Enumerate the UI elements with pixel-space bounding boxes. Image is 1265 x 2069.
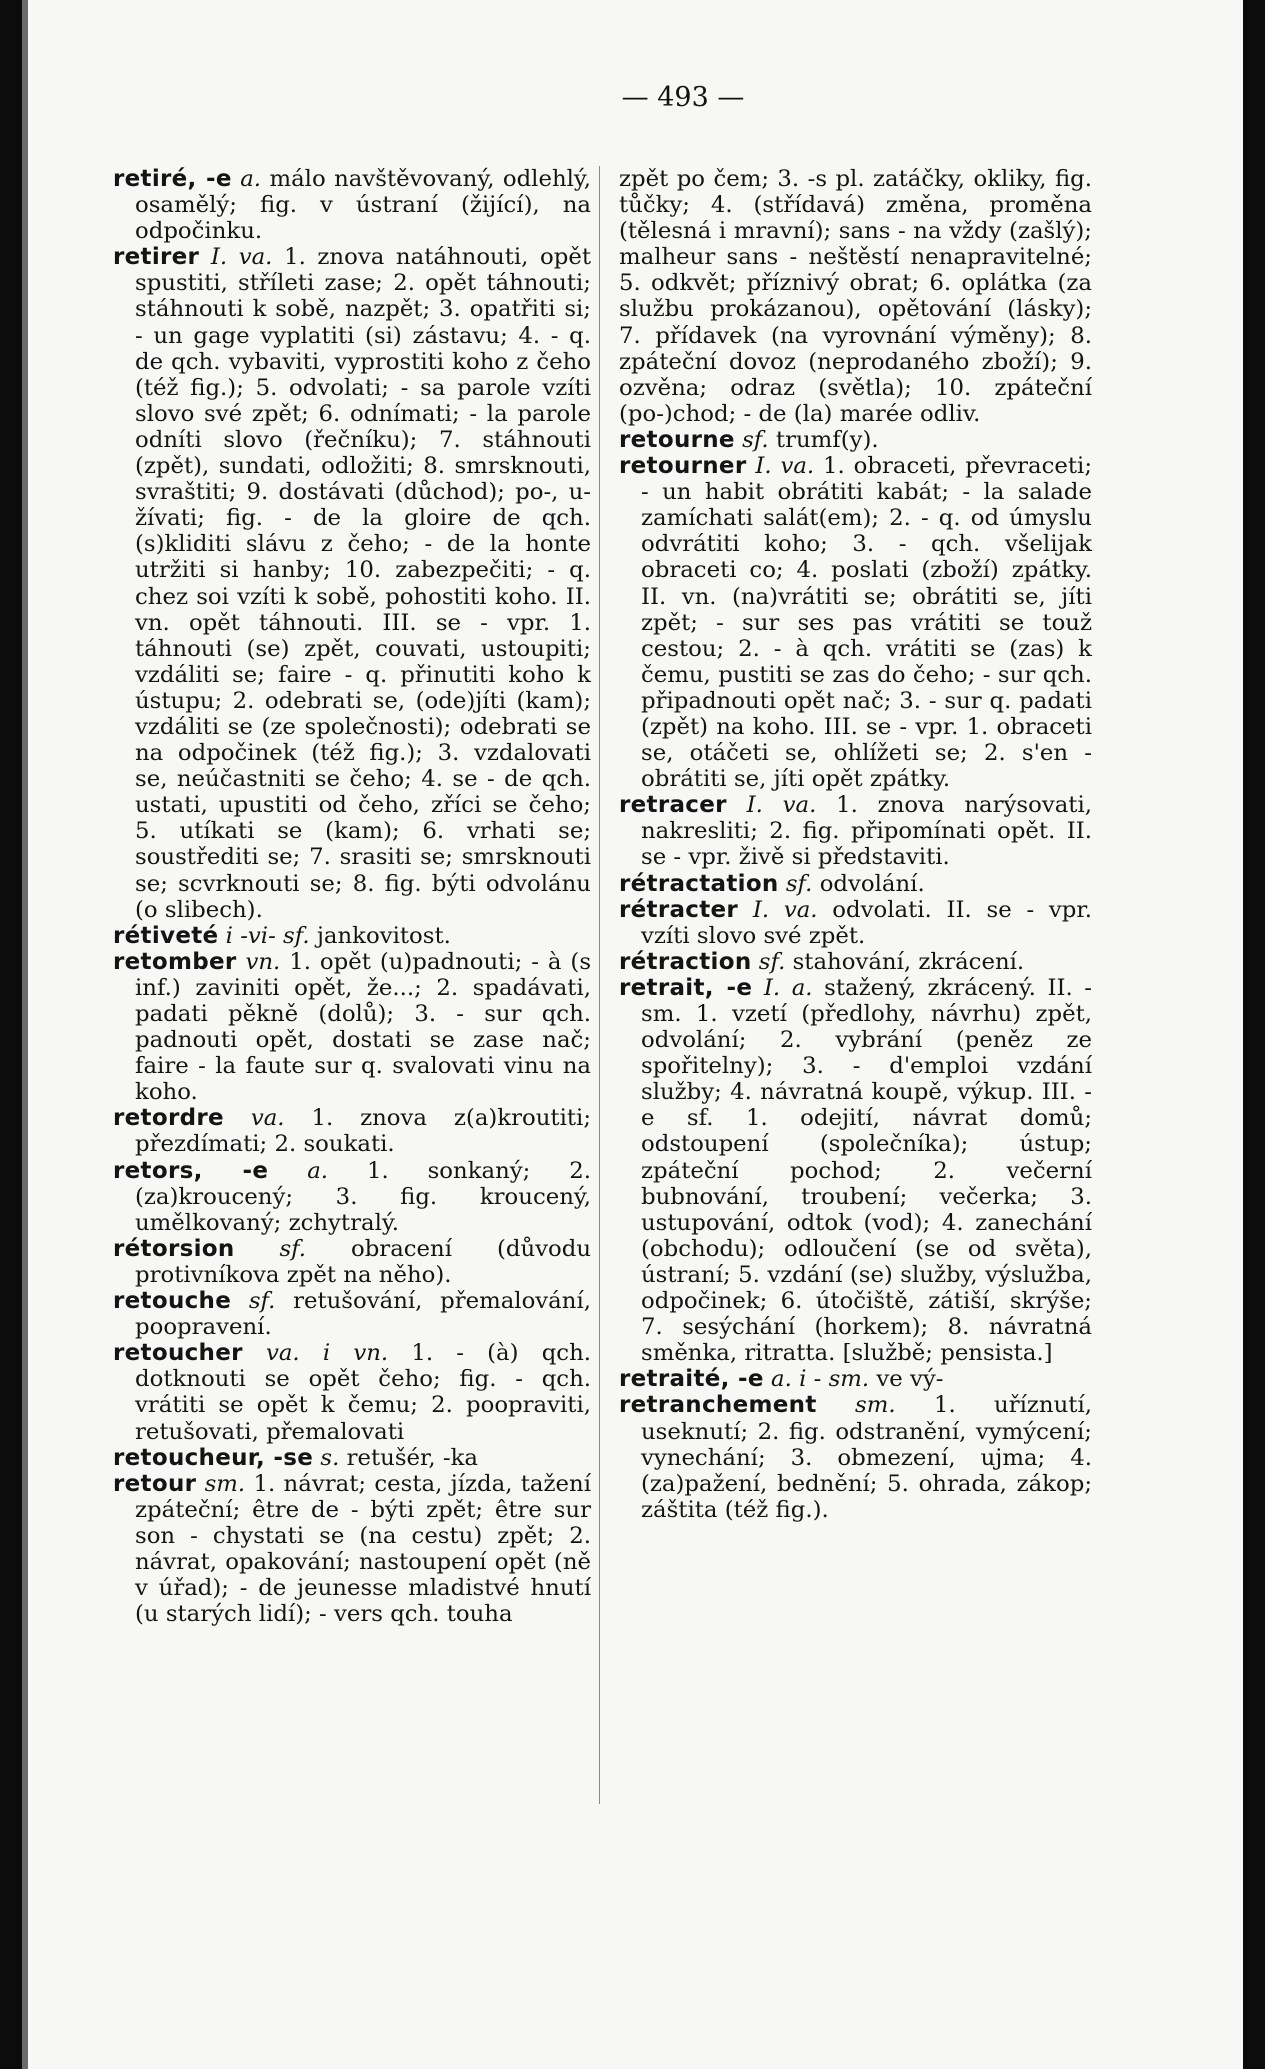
entry-headword: rétraction bbox=[619, 948, 752, 975]
dictionary-entry bbox=[619, 871, 1092, 897]
entry-definition: 1. - (à) qch. dotknouti se opět čeho; fig. - qch. vrátiti se opět k čemu; 2. poopraviti, retušovati, přemalovati bbox=[135, 1340, 591, 1445]
dictionary-entry bbox=[619, 1366, 1092, 1392]
entry-headword: rétorsion bbox=[113, 1235, 235, 1262]
entry-grammar: I. a. bbox=[763, 974, 813, 1001]
entry-grammar: va. bbox=[250, 1105, 285, 1132]
left-column bbox=[113, 166, 591, 1627]
entry-grammar: sf. bbox=[248, 1288, 276, 1315]
entry-grammar: sf. bbox=[785, 870, 813, 897]
entry-headword: retraité, -e bbox=[619, 1366, 764, 1393]
entry-grammar: a. i - sm. bbox=[771, 1366, 870, 1393]
dictionary-entry bbox=[113, 244, 591, 922]
entry-definition: 1. uříznutí, useknutí; 2. fig. odstranění, vymýcení; vynechání; 3. obmezení, ujma; 4. (za)pažení, bednění; 5. ohrada, zákop; záštita (též fig.). bbox=[641, 1392, 1092, 1523]
dictionary-entry bbox=[113, 166, 591, 244]
dictionary-entry bbox=[113, 1158, 591, 1236]
entry-grammar: va. i vn. bbox=[265, 1340, 389, 1367]
entry-grammar: I. va. bbox=[752, 896, 818, 923]
dictionary-entry bbox=[113, 1236, 591, 1288]
entry-definition: jankovitost. bbox=[316, 922, 451, 949]
entry-headword: retouche bbox=[113, 1288, 232, 1315]
entry-definition: 1. znova z(a)kroutiti; přezdímati; 2. soukati. bbox=[135, 1105, 592, 1158]
entry-headword: retourne bbox=[619, 426, 735, 453]
entry-headword: retors, -e bbox=[113, 1157, 269, 1184]
dictionary-entry bbox=[619, 949, 1092, 975]
entry-headword: retour bbox=[113, 1470, 197, 1497]
entry-grammar: sf. bbox=[279, 1235, 307, 1262]
dictionary-entry bbox=[113, 1340, 591, 1444]
entry-grammar: a. bbox=[240, 166, 262, 192]
dictionary-entry bbox=[113, 1471, 591, 1628]
entry-definition: 1. opět (u)padnouti; - à (s inf.) zaviniti opět, že...; 2. spadávati, padati pěkně (dolů); 3. - sur qch. padnouti opět, dostati se zase nač; faire - la faute sur q. svalovati vinu na koho. bbox=[135, 948, 592, 1106]
entry-definition: odvolati. II. se - vpr. vzíti slovo své zpět. bbox=[641, 896, 1093, 949]
entry-grammar: I. va. bbox=[755, 453, 815, 480]
entry-headword: retracer bbox=[619, 792, 727, 819]
entry-grammar: s. bbox=[320, 1444, 340, 1471]
entry-definition: odvolání. bbox=[819, 870, 925, 897]
entry-grammar: a. bbox=[307, 1157, 329, 1184]
entry-definition: retušér, -ka bbox=[346, 1444, 479, 1471]
entry-definition: ve vý- bbox=[876, 1366, 944, 1393]
dictionary-entry bbox=[619, 166, 1092, 427]
entry-definition: obracení (důvodu protivníkova zpět na něho). bbox=[135, 1235, 592, 1288]
entry-definition: stažený, zkrácený. II. - sm. 1. vzetí (předlohy, návrhu) zpět, odvolání; 2. vybrání (peněz ze spořitelny); 3. - d'emploi vzdání služby; 4. návratná koupě, výkup. III. -e sf. 1. odejití, návrat domů; odstoupení (společníka); ústup; zpáteční pochod; 2. večerní bubnování, troubení; večerka; 3. ustupování, odtok (vod); 4. zanechání (obchodu); odloučení (se od světa), ústraní; 5. vzdání (se) služby, výslužba, odpočinek; 6. útočiště, zátiší, skrýše; 7. sesýchání (horkem); 8. návratná směnka, ritratta. [službě; pensista.] bbox=[641, 974, 1093, 1367]
entry-headword: retiré, -e bbox=[113, 166, 232, 192]
right-column bbox=[619, 166, 1092, 1523]
entry-headword: rétractation bbox=[619, 870, 779, 897]
dictionary-entry bbox=[619, 1392, 1092, 1522]
entry-headword: retoucheur, -se bbox=[113, 1444, 314, 1471]
entry-headword: rétiveté bbox=[113, 922, 219, 949]
page-number: — 493 — bbox=[621, 82, 745, 113]
dictionary-page bbox=[28, 0, 1243, 2069]
dictionary-entry bbox=[619, 453, 1092, 792]
entry-grammar: sm. bbox=[204, 1470, 246, 1497]
entry-definition: trumf(y). bbox=[775, 426, 879, 453]
entry-definition: zpět po čem; 3. -s pl. zatáčky, okliky, fig. tůčky; 4. (střídavá) změna, proměna (tělesná i mravní); sans - na vždy (zašlý); malheur sans - neštěstí nenapravitelné; 5. odkvět; příznivý obrat; 6. oplátka (za službu prokázanou), opětování (lásky); 7. přídavek (na vyrovnání výměny); 8. zpáteční dovoz (neprodaného zboží); 9. ozvěna; odraz (světla); 10. zpáteční (po-)chod; - de (la) marée odliv. bbox=[619, 166, 1092, 427]
entry-headword: retourner bbox=[619, 453, 747, 480]
dictionary-entry bbox=[113, 1445, 591, 1471]
entry-definition: 1. sonkaný; 2. (za)kroucený; 3. fig. kroucený, umělkovaný; zchytralý. bbox=[135, 1157, 592, 1236]
entry-grammar: I. va. bbox=[210, 244, 273, 271]
entry-definition: 1. obraceti, převraceti; - un habit obrátiti kabát; - la salade zamíchati salát(em); 2. - q. od úmyslu odvrátiti koho; 3. - qch. všelijak obraceti co; 4. poslati (zboží) zpátky. II. vn. (na)vrátiti se; obrátiti se, jíti zpět; - sur ses pas vrátiti se touž cestou; 2. - à qch. vrátiti se (zas) k čemu, pustiti se zas do čeho; - sur qch. připadnouti opět nač; 3. - sur q. padati (zpět) na koho. III. se - vpr. 1. obraceti se, otáčeti se, ohlížeti se; 2. s'en - obrátiti se, jíti opět zpátky. bbox=[641, 453, 1092, 793]
dictionary-entry bbox=[113, 1288, 591, 1340]
entry-headword: retranchement bbox=[619, 1392, 817, 1419]
dictionary-entry bbox=[619, 427, 1092, 453]
scan-right-border bbox=[1243, 0, 1265, 2069]
entry-grammar: i -vi- sf. bbox=[225, 922, 310, 949]
entry-definition: stahování, zkrácení. bbox=[792, 948, 1025, 975]
entry-headword: retomber bbox=[113, 948, 237, 975]
entry-headword: retirer bbox=[113, 244, 200, 271]
entry-headword: retrait, -e bbox=[619, 974, 753, 1001]
entry-grammar: sm. bbox=[855, 1392, 896, 1419]
entry-grammar: sf. bbox=[758, 948, 786, 975]
column-divider bbox=[599, 166, 600, 1804]
entry-grammar: vn. bbox=[245, 948, 281, 975]
scan-left-border bbox=[0, 0, 22, 2069]
entry-definition: 1. znova natáhnouti, opět spustiti, stříleti zase; 2. opět táhnouti; stáhnouti k sobě, nazpět; 3. opatřiti si; - un gage vyplatiti (si) zástavu; 4. - q. de qch. vybaviti, vyprostiti koho z čeho (též fig.); 5. odvolati; - sa parole vzíti slovo své zpět; 6. odnímati; - la parole odníti slovo (řečníku); 7. stáhnouti (zpět), sundati, odložiti; 8. smrsknouti, svraštiti; 9. dostávati (důchod); po-, u-žívati; fig. - de la gloire de qch. (s)kliditi slávu z čeho; - de la honte utržiti si hanby; 10. zabezpečiti; - q. chez soi vzíti k sobě, pohostiti koho. II. vn. opět táhnouti. III. se - vpr. 1. táhnouti (se) zpět, couvati, ustoupiti; vzdáliti se; faire - q. přinutiti koho k ústupu; 2. odebrati se, (ode)jíti (kam); vzdáliti se (ze společnosti); odebrati se na odpočinek (též fig.); 3. vzdalovati se, neúčastniti se čeho; 4. se - de qch. ustati, upustiti od čeho, zříci se čeho; 5. utíkati se (kam); 6. vrhati se; soustřediti se; 7. srasiti se; smrsknouti se; scvrknouti se; 8. fig. býti odvolánu (o slibech). bbox=[135, 244, 592, 923]
entry-headword: retoucher bbox=[113, 1340, 243, 1367]
dictionary-entry bbox=[113, 923, 591, 949]
dictionary-entry bbox=[619, 975, 1092, 1366]
dictionary-entry bbox=[619, 897, 1092, 949]
dictionary-entry bbox=[113, 949, 591, 1106]
entry-definition: 1. znova narýsovati, nakresliti; 2. fig. připomínati opět. II. se - vpr. živě si představiti. bbox=[641, 792, 1093, 871]
entry-headword: retordre bbox=[113, 1105, 224, 1132]
entry-headword: rétracter bbox=[619, 896, 739, 923]
dictionary-entry bbox=[113, 1105, 591, 1157]
entry-grammar: I. va. bbox=[746, 792, 817, 819]
entry-definition: retušování, přemalování, poopravení. bbox=[135, 1288, 591, 1341]
entry-grammar: sf. bbox=[742, 426, 769, 453]
entry-definition: 1. návrat; cesta, jízda, tažení zpáteční; être de - býti zpět; être sur son - chystati se (na cestu) zpět; 2. návrat, opakování; nastoupení opět (ně v úřad); - de jeunesse mladistvé hnutí (u starých lidí); - vers qch. touha bbox=[135, 1470, 591, 1628]
dictionary-entry bbox=[619, 792, 1092, 870]
entry-definition: málo navštěvovaný, odlehlý, osamělý; fig. v ústraní (žijící), na odpočinku. bbox=[135, 166, 592, 245]
